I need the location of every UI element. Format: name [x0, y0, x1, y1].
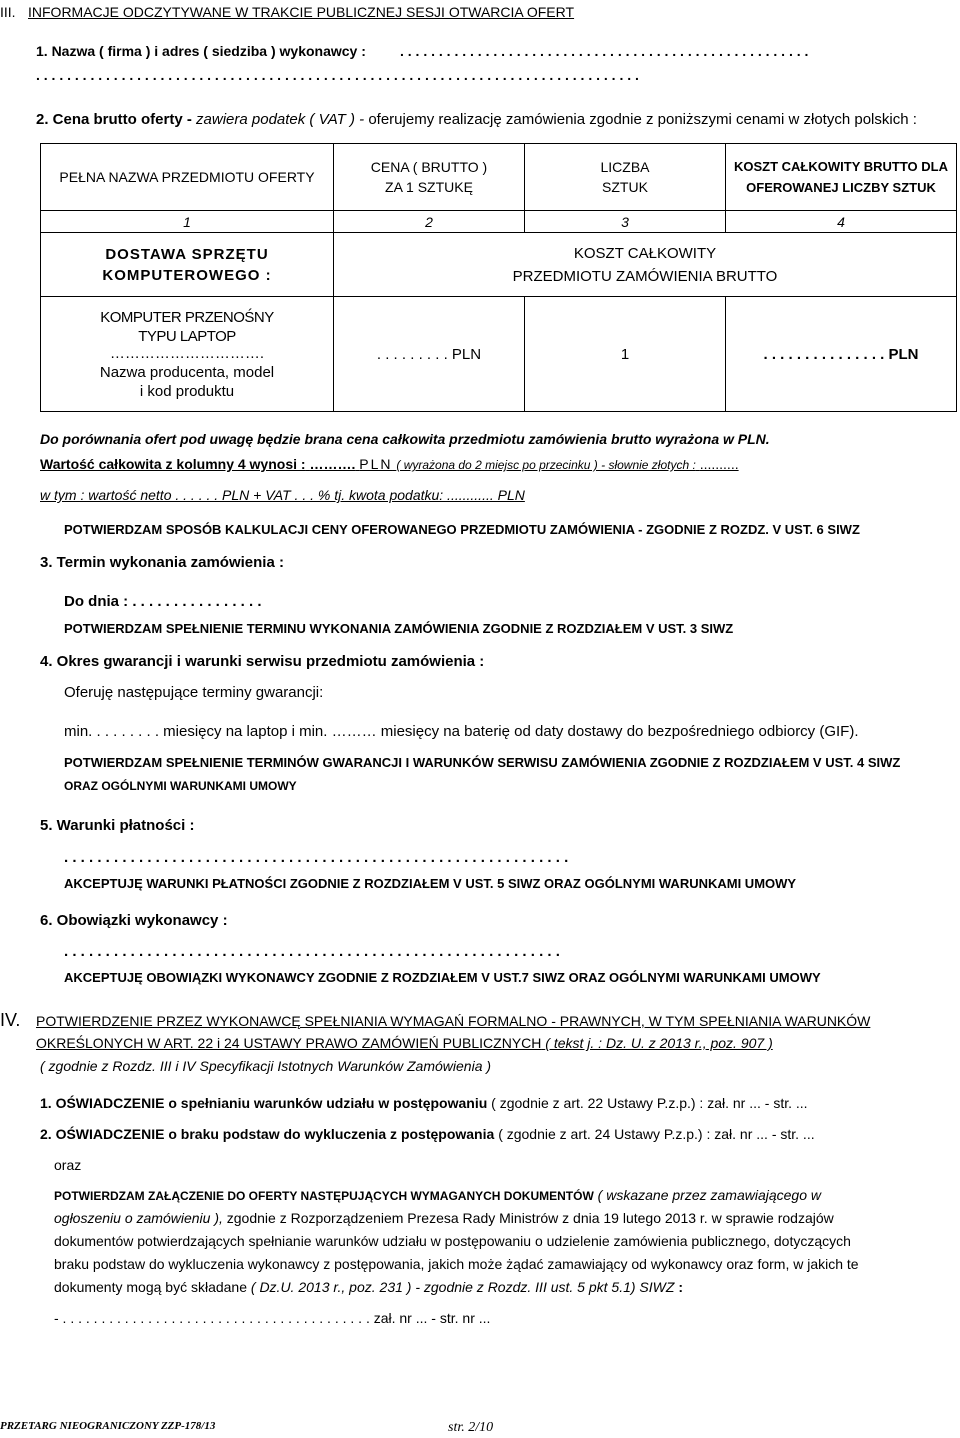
deadline-confirmation: POTWIERDZAM SPEŁNIENIE TERMINU WYKONANIA ZAMÓWIENIA ZGODNIE Z ROZDZIAŁEM V UST. 3 SIWZ: [64, 621, 734, 636]
header-total: KOSZT CAŁKOWITY BRUTTO DLA OFEROWANEJ LICZBY SZTUK: [726, 144, 957, 211]
header-quantity: LICZBA SZTUK: [525, 144, 726, 211]
net-value-line: w tym : wartość netto . . . . . . PLN + VAT . . . % tj. kwota podatku: ............ PLN: [40, 487, 525, 503]
oath-1: 1. OŚWIADCZENIE o spełnianiu warunków udziału w postępowaniu ( zgodnie z art. 22 Ustawy P.z.p.) : zał. nr ... - str. ...: [40, 1095, 808, 1111]
comparison-note: Do porównania ofert pod uwagę będzie brana cena całkowita przedmiotu zamówienia brutto wyrażona w PLN.: [40, 431, 770, 447]
section-heading: INFORMACJE ODCZYTYWANE W TRAKCIE PUBLICZNEJ SESJI OTWARCIA OFERT: [28, 4, 575, 20]
docs-line-3: dokumentów potwierdzających spełnianie warunków udziału w postępowaniu o udzielenie zamówienia publicznego, dotyczących: [54, 1233, 851, 1249]
docs-line-5: dokumenty mogą być składane ( Dz.U. 2013 r., poz. 231 ) - zgodnie z Rozdz. III ust. 5 pkt 5.1) SIWZ :: [54, 1279, 683, 1295]
section-4-heading-1: POTWIERDZENIE PRZEZ WYKONAWCĘ SPEŁNIANIA WYMAGAŃ FORMALNO - PRAWNYCH, W TYM SPEŁNIANIA WARUNKÓW: [36, 1013, 871, 1029]
payment-confirmation: AKCEPTUJĘ WARUNKI PŁATNOŚCI ZGODNIE Z ROZDZIAŁEM V UST. 5 SIWZ ORAZ OGÓLNYMI WARUNKAMI UMOWY: [64, 876, 797, 891]
item-5-label: 5. Warunki płatności :: [40, 817, 195, 834]
item-2-label: 2. Cena brutto oferty -: [36, 111, 192, 128]
item-2-vat-note: zawiera podatek ( VAT ) -: [196, 111, 365, 128]
delivery-label: DOSTAWA SPRZĘTU KOMPUTEROWEGO :: [41, 233, 334, 297]
item-3-label: 3. Termin wykonania zamówienia :: [40, 554, 284, 571]
section-4-heading-3: ( zgodnie z Rozdz. III i IV Specyfikacji Istotnych Warunków Zamówienia ): [40, 1058, 492, 1074]
product-cell: KOMPUTER PRZENOŚNY TYPU LAPTOP …………………………. Nazwa producenta, model i kod produktu: [41, 297, 334, 412]
col-number-2: 2: [334, 211, 525, 233]
docs-line-1: POTWIERDZAM ZAŁĄCZENIE DO OFERTY NASTĘPUJĄCYCH WYMAGANYCH DOKUMENTÓW ( wskazane przez zamawiającego w: [54, 1187, 821, 1203]
section-number: III.: [0, 4, 16, 20]
docs-line-4: braku podstaw do wykluczenia wykonawcy z postępowania, jakich może żądać zamawiający od wykonawcy oraz form, w jakich te: [54, 1256, 859, 1272]
payment-dots: . . . . . . . . . . . . . . . . . . . . . . . . . . . . . . . . . . . . . . . . . . . . . . . . . . . . . . . . . . . . .: [64, 849, 569, 866]
section-4-heading-2: OKREŚLONYCH W ART. 22 i 24 USTAWY PRAWO ZAMÓWIEŃ PUBLICZNYCH ( tekst j. : Dz. U. z 2013 r., poz. 907 ): [36, 1035, 773, 1051]
warranty-offer: Oferuję następujące terminy gwarancji:: [64, 684, 324, 701]
section-4-number: IV.: [0, 1010, 21, 1030]
warranty-confirmation-2: ORAZ OGÓLNYMI WARUNKAMI UMOWY: [64, 779, 297, 793]
item-1-dots: . . . . . . . . . . . . . . . . . . . . . . . . . . . . . . . . . . . . . . . . . . . . . . . . . . . . .: [400, 43, 809, 59]
docs-line-2: ogłoszeniu o zamówieniu ), zgodnie z Rozporządzeniem Prezesa Rady Ministrów z dnia 19 lutego 2013 r. w sprawie rodzajów: [54, 1210, 834, 1226]
item-1-dots-line2: . . . . . . . . . . . . . . . . . . . . . . . . . . . . . . . . . . . . . . . . . . . . . . . . . . . . . . . . . . . . . . . . . . . . . . . . . . . . . .: [36, 67, 639, 83]
warranty-confirmation: POTWIERDZAM SPEŁNIENIE TERMINÓW GWARANCJI I WARUNKÓW SERWISU ZAMÓWIENIA ZGODNIE Z ROZDZIAŁEM V UST. 4 SIWZ: [64, 755, 901, 770]
oath-2: 2. OŚWIADCZENIE o braku podstaw do wykluczenia z postępowania ( zgodnie z art. 24 Ustawy P.z.p.) : zał. nr ... - str. ...: [40, 1126, 815, 1142]
deadline-line: Do dnia : . . . . . . . . . . . . . . . .: [64, 593, 262, 610]
quantity-cell: 1: [525, 297, 726, 412]
item-4-label: 4. Okres gwarancji i warunki serwisu przedmiotu zamówienia :: [40, 653, 485, 670]
oraz-text: oraz: [54, 1157, 82, 1173]
obligations-dots: . . . . . . . . . . . . . . . . . . . . . . . . . . . . . . . . . . . . . . . . . . . . . . . . . . . . . . . . . . . .: [64, 943, 560, 960]
price-table: [40, 143, 957, 412]
col-number-3: 3: [525, 211, 726, 233]
obligations-confirmation: AKCEPTUJĘ OBOWIĄZKI WYKONAWCY ZGODNIE Z ROZDZIAŁEM V UST.7 SIWZ ORAZ OGÓLNYMI WARUNKAMI UMOWY: [64, 970, 821, 985]
total-cost-label: KOSZT CAŁKOWITY PRZEDMIOTU ZAMÓWIENIA BRUTTO: [334, 233, 957, 297]
total-value-line: Wartość całkowita z kolumny 4 wynosi : ………. PLN ( wyrażona do 2 miejsc po przecinku ) - słownie złotych : ..........: [40, 456, 739, 472]
footer-page-number: str. 2/10: [448, 1420, 494, 1435]
header-price: CENA ( BRUTTO ) ZA 1 SZTUKĘ: [334, 144, 525, 211]
footer-tender: PRZETARG NIEOGRANICZONY ZZP-178/13: [0, 1420, 216, 1432]
col-number-4: 4: [726, 211, 957, 233]
item-1-label: 1. Nazwa ( firma ) i adres ( siedziba ) wykonawcy :: [36, 43, 366, 59]
price-calc-confirmation: POTWIERDZAM SPOSÓB KALKULACJI CENY OFEROWANEGO PRZEDMIOTU ZAMÓWIENIA - ZGODNIE Z ROZDZ. V UST. 6 SIWZ: [64, 522, 860, 537]
header-full-name: PEŁNA NAZWA PRZEDMIOTU OFERTY: [41, 144, 334, 211]
col-number-1: 1: [41, 211, 334, 233]
attachment-line: - . . . . . . . . . . . . . . . . . . . . . . . . . . . . . . . . . . . . . . . . zał. nr ... - str. nr ...: [54, 1310, 491, 1326]
item-6-label: 6. Obowiązki wykonawcy :: [40, 912, 228, 929]
total-cell: . . . . . . . . . . . . . . . PLN: [726, 297, 957, 412]
unit-price-cell: . . . . . . . . . PLN: [334, 297, 525, 412]
warranty-terms: min. . . . . . . . . miesięcy na laptop i min. ……… miesięcy na baterię od daty dostawy do bezpośredniego odbiorcy (GIF).: [64, 723, 859, 740]
item-2-text: oferujemy realizację zamówienia zgodnie z poniższymi cenami w złotych polskich :: [368, 111, 917, 128]
item-2-line: [36, 111, 917, 128]
